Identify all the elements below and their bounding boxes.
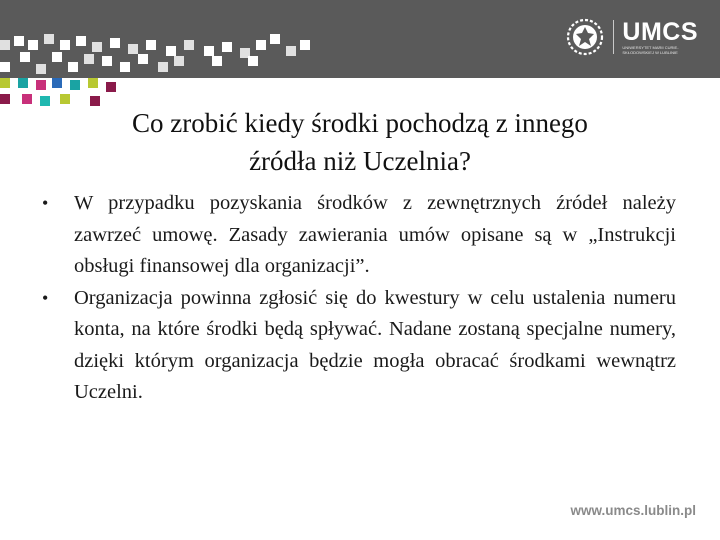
mosaic-square xyxy=(212,56,222,66)
mosaic-square xyxy=(128,44,138,54)
mosaic-square xyxy=(102,56,112,66)
bullet-item xyxy=(42,283,676,409)
mosaic-square xyxy=(286,46,296,56)
slide-title xyxy=(60,104,660,180)
mosaic-square xyxy=(88,78,98,88)
logo-wordmark: UMCS xyxy=(622,18,698,46)
logo-divider xyxy=(613,20,614,54)
mosaic-square xyxy=(174,56,184,66)
mosaic-square xyxy=(18,78,28,88)
mosaic-square xyxy=(158,62,168,72)
mosaic-square xyxy=(138,54,148,64)
mosaic-square xyxy=(20,52,30,62)
mosaic-square xyxy=(40,96,50,106)
mosaic-square xyxy=(248,56,258,66)
slide-title-line-2: źródła niż Uczelnia? xyxy=(249,146,471,176)
mosaic-square xyxy=(166,46,176,56)
mosaic-square xyxy=(300,40,310,50)
mosaic-square xyxy=(92,42,102,52)
footer-url: www.umcs.lublin.pl xyxy=(570,503,696,518)
mosaic-square xyxy=(36,64,46,74)
bullet-marker: • xyxy=(42,287,49,308)
bullet-text: Organizacja powinna zgłosić się do kwestury w celu ustalenia numeru konta, na które środki będą spływać. Nadane zostaną specjalne numery, dzięki którym organizacja będzie mogła obracać środkami wewnątrz Uczelni. xyxy=(74,286,676,403)
mosaic-square xyxy=(0,94,10,104)
mosaic-square xyxy=(270,34,280,44)
mosaic-square xyxy=(256,40,266,50)
bullet-text: W przypadku pozyskania środków z zewnętrznych źródeł należy zawrzeć umowę. Zasady zawierania umów opisane są w „Instrukcji obsługi finansowej dla organizacji”. xyxy=(74,192,676,277)
mosaic-square xyxy=(60,94,70,104)
mosaic-square xyxy=(84,54,94,64)
mosaic-square xyxy=(52,78,62,88)
logo-text-block xyxy=(622,19,698,55)
mosaic-square xyxy=(70,80,80,90)
umcs-emblem-icon xyxy=(565,16,605,58)
slide-title-line-1: Co zrobić kiedy środki pochodzą z innego xyxy=(132,108,588,138)
bullet-item xyxy=(42,188,676,283)
mosaic-square xyxy=(28,40,38,50)
mosaic-square xyxy=(14,36,24,46)
mosaic-square xyxy=(184,40,194,50)
mosaic-square xyxy=(44,34,54,44)
mosaic-square xyxy=(222,42,232,52)
mosaic-square xyxy=(76,36,86,46)
mosaic-square xyxy=(204,46,214,56)
mosaic-square xyxy=(0,40,10,50)
mosaic-square xyxy=(0,78,10,88)
mosaic-square xyxy=(52,52,62,62)
mosaic-square xyxy=(0,62,10,72)
bullet-list xyxy=(42,188,676,409)
mosaic-square xyxy=(22,94,32,104)
mosaic-square xyxy=(120,62,130,72)
mosaic-square xyxy=(60,40,70,50)
mosaic-square xyxy=(68,62,78,72)
logo-subtext: UNIWERSYTET MARII CURIE-SKŁODOWSKIEJ W LUBLINIE xyxy=(622,45,679,55)
mosaic-square xyxy=(110,38,120,48)
umcs-logo xyxy=(565,14,698,60)
mosaic-square xyxy=(106,82,116,92)
bullet-marker: • xyxy=(42,193,49,213)
mosaic-square xyxy=(36,80,46,90)
mosaic-square xyxy=(146,40,156,50)
